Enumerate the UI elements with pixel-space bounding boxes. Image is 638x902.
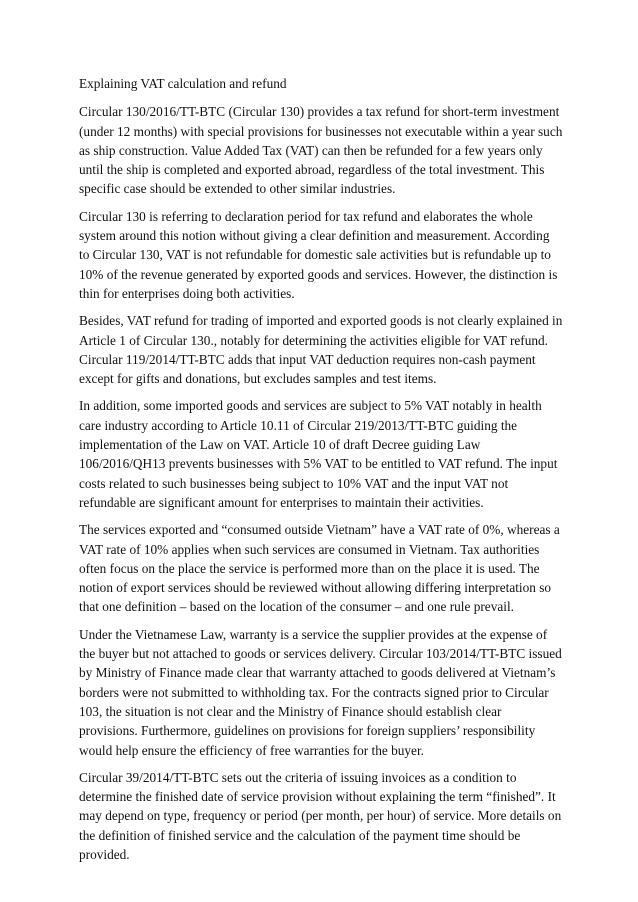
paragraph-declaration-period: Circular 130 is referring to declaration period for tax refund and elaborates the whole system around this notion without giving a clear definition and measurement. According to Circular 130, VAT is not refundable for domestic sale activities but is refundable up to 10% of the revenue generated by exported goods and services. However, the distinction is thin for enterprises doing both activities. [79, 208, 558, 301]
paragraph-invoices: Circular 39/2014/TT-BTC sets out the criteria of issuing invoices as a condition to determine the finished date of service provision without explaining the term “finished”. It may depend on type, frequency or period (per month, per hour) of service. More details on the definition of finished service and the calculation of the payment time should be provided. [79, 769, 562, 862]
document-page [79, 74, 563, 872]
paragraph-five-percent-vat: In addition, some imported goods and services are subject to 5% VAT notably in health care industry according to Article 10.11 of Circular 219/2013/TT-BTC guiding the implementation of the Law on VAT. Article 10 of draft Decree guiding Law 106/2016/QH13 prevents businesses with 5% VAT to be entitled to VAT refund. The input costs related to such businesses being subject to 10% VAT and the input VAT not refundable are significant amount for enterprises to maintain their activities. [79, 398, 558, 510]
paragraph-warranty: Under the Vietnamese Law, warranty is a service the supplier provides at the expense of the buyer but not attached to goods or services delivery. Circular 103/2014/TT-BTC issued by Ministry of Finance made clear that warranty attached to goods delivered at Vietnam’s borders were not submitted to withholding tax. For the contracts signed prior to Circular 103, the situation is not clear and the Ministry of Finance should establish clear provisions. Furthermore, guidelines on provisions for foreign suppliers’ responsibility would help ensure the efficiency of free warranties for the buyer. [79, 626, 562, 758]
paragraph-import-export-refund: Besides, VAT refund for trading of imported and exported goods is not clearly explained in Article 1 of Circular 130., notably for determining the activities eligible for VAT refund. Circular 119/2014/TT-BTC adds that input VAT deduction requires non-cash payment except for gifts and donations, but excludes samples and test items. [79, 313, 563, 387]
paragraph-export-services: The services exported and “consumed outside Vietnam” have a VAT rate of 0%, whereas a VAT rate of 10% applies when such services are consumed in Vietnam. Tax authorities often focus on the place the service is performed more than on the place it is used. The notion of export services should be reviewed without allowing differing interpretation so that one definition – based on the location of the consumer – and one rule prevail. [79, 522, 560, 615]
paragraph-ship-construction: Circular 130/2016/TT-BTC (Circular 130) provides a tax refund for short-term investment (under 12 months) with special provisions for businesses not executable within a year such as ship construction. Value Added Tax (VAT) can then be refunded for a few years only until the ship is completed and exported abroad, regardless of the total investment. This specific case should be extended to other similar industries. [79, 104, 563, 197]
document-title: Explaining VAT calculation and refund [79, 76, 287, 91]
